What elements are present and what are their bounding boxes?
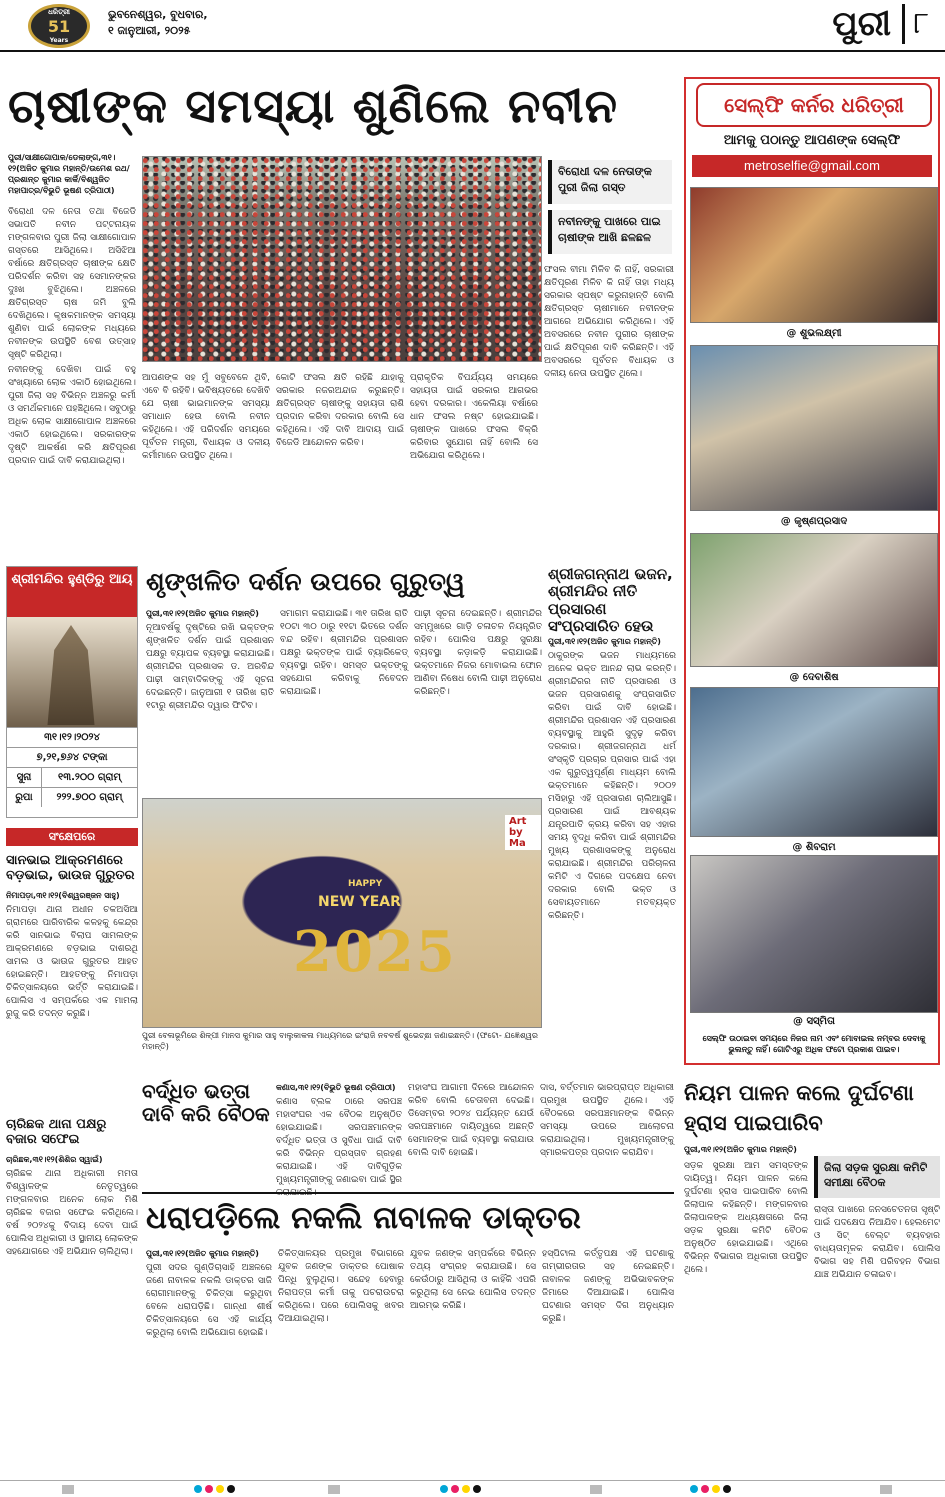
selfie-email[interactable]: metroselfie@gmail.com <box>692 155 932 177</box>
sand-year-text: 2025 <box>293 919 457 985</box>
selfie-label-2: @ କୃଷ୍ଣପ୍ରସାଦ <box>780 516 848 527</box>
gold-value: ୧୩.୨୦୦ ଗ୍ରାମ୍ <box>41 768 137 787</box>
lead-col-3: କୋଟି ଫସଲ କ୍ଷତି ରହିଛି ଯାହାକୁ ସରକାର ନଜରଅନ୍ଦାଜ କରୁଛନ୍ତି। କ୍ଷତିଗ୍ରସ୍ତ ଚାଷୀଙ୍କୁ ସହାୟତା ରାଶି ପ୍ରଦାନ କରିବା ଦରକାର ବୋଲି ସେ କହିଥିଲେ। ଏହି ଦାବି ଆଦାୟ ପାଇଁ ବିଜେଡି ଆନ୍ଦୋଳନ କରିବ। <box>276 373 404 448</box>
bhajan-headline: ଶ୍ରୀଜଗନ୍ନାଥ ଭଜନ, ଶ୍ରୀମନ୍ଦିର ନୀତି ପ୍ରସାରଣ ସଂପ୍ରସାରିତ ହେଉ <box>548 565 673 635</box>
selfie-label-3: @ ଦେବାଶିଷ <box>789 672 839 683</box>
silver-value: ୨୨୨.୭୦୦ ଗ୍ରାମ୍ <box>41 788 137 807</box>
niyam-headline: ନିୟମ ପାଳନ କଲେ ଦୁର୍ଘଟଣା ହ୍ରାସ ପାଇପାରିବ <box>684 1081 914 1135</box>
darshan-headline: ଶୃଙ୍ଖଳିତ ଦର୍ଶନ ଉପରେ ଗୁରୁତ୍ୱ <box>146 567 465 596</box>
bhajan-text: ଠାକୁରଙ୍କ ଭଜନ ମାଧ୍ୟମରେ ଅନେକ ଭକ୍ତ ଆନନ୍ଦ ଲାଭ କରନ୍ତି। ଶ୍ରୀମନ୍ଦିରର ନୀତି ପ୍ରସାରଣ ଓ ଭଜନ ପ୍ରସାରଣକୁ ସଂପ୍ରସାରିତ କରିବା ପାଇଁ ଦାବି ହୋଇଛି। ଶ୍ରୀମନ୍ଦିର ପ୍ରଶାସନ ଏହି ପ୍ରସାରଣ ବ୍ୟବସ୍ଥାକୁ ଆହୁରି ସୁଦୃଢ଼ କରିବା ଦରକାର। ଶ୍ରୀଜଗନ୍ନାଥ ଧର୍ମ ସଂସ୍କୃତି ପ୍ରଚାର ପ୍ରସାର ପାଇଁ ଏହା ଏକ ଗୁରୁତ୍ୱପୂର୍ଣ୍ଣ ମାଧ୍ୟମ ବୋଲି ଭକ୍ତମାନେ କହିଛନ୍ତି। ୨୦୦୨ ମସିହାରୁ ଏହି ପ୍ରସାରଣ ଚାଲିଆସୁଛି। ପ୍ରସାରଣ ପାଇଁ ଆବଶ୍ୟକ ଯନ୍ତ୍ରପାତି କ୍ରୟ କରିବା ସହ ଏହାର ସମୟ ବୃଦ୍ଧି କରିବା ପାଇଁ ଶ୍ରୀମନ୍ଦିର ମୁଖ୍ୟ ପ୍ରଶାସକଙ୍କୁ ଅନୁରୋଧ କରାଯାଇଛି। ଶ୍ରୀମନ୍ଦିର ପରିଚାଳନା କମିଟି ଏ ଦିଗରେ ପଦକ୍ଷେପ ନେବା ଦରକାର ବୋଲି ଭକ୍ତ ଓ ସେବାୟତମାନେ ମତବ୍ୟକ୍ତ କରିଛନ୍ତି। <box>548 651 676 921</box>
sand-happy-text: HAPPY <box>348 879 383 889</box>
niyam-box: ଜିଲା ସଡ଼କ ସୁରକ୍ଷା କମିଟି ସମୀକ୍ଷା ବୈଠକ <box>814 1156 940 1198</box>
mandir-date-value: ୩୧।୧୨।୨୦୨୪ <box>44 732 100 743</box>
dakhtar-headline: ଧରାପଡ଼ିଲେ ନକଲି ନାବାଳକ ଡାକ୍ତର <box>146 1200 581 1236</box>
niyam-byline: ପୁରୀ,୩୧।୧୨(ଅଜିତ କୁମାର ମହାନ୍ତି) <box>684 1145 797 1154</box>
dakhtar-col-4: ହସ୍ପିଟାଲ କର୍ତ୍ତୃପକ୍ଷ ଏହି ଘଟଣାକୁ ଗମ୍ଭୀରତାର ସହ ନେଇଛନ୍ତି। ନାବାଳକ ଜଣଙ୍କୁ ଅଭିଭାବକଙ୍କ ଜିମାରେ ଦିଆଯାଇଛି। ପୋଲିସ ଘଟଣାର ସମସ୍ତ ଦିଗ ଅନୁଧ୍ୟାନ କରୁଛି। <box>542 1249 674 1324</box>
lead-col-5: ଫସଲ ବୀମା ମିଳିବ କି ନାହିଁ, ସରକାରୀ କ୍ଷତିପୂରଣ ମିଳିବ କି ନାହିଁ ତାହା ମଧ୍ୟ ସରକାର ସ୍ପଷ୍ଟ କରୁନାହାନ୍ତି ବୋଲି କ୍ଷତିଗ୍ରସ୍ତ ଚାଷୀମାନେ ନବୀନଙ୍କ ଆଗରେ ଅଭିଯୋଗ କରିଥିଲେ। ଏହି ଅବସରରେ ନବୀନ ପୁରୀର ଚାଷୀଙ୍କ ପାଇଁ କ୍ଷତିପୂରଣ ଦାବି କରିଛନ୍ତି। ଏହି ଅବସରରେ ପୂର୍ବତନ ବିଧାୟକ ଓ ଦଳୀୟ ନେତା ଉପସ୍ଥିତ ଥିଲେ। <box>544 265 674 379</box>
bhajan-byline: ପୁରୀ,୩୧।୧୨(ଅଜିତ କୁମାର ମହାନ୍ତି) <box>548 637 661 646</box>
art-by-sign: Art by Ma <box>505 815 541 850</box>
cmyk-mark-2 <box>440 1485 481 1493</box>
selfie-label-5: @ ସସ୍ମିତା <box>793 1016 835 1027</box>
lead-headline: ଚାଷୀଙ୍କ ସମସ୍ୟା ଶୁଣିଲେ ନବୀନ <box>8 79 619 134</box>
lead-caption-2: ନବୀନଙ୍କୁ ପାଖରେ ପାଇ ଚାଷୀଙ୍କ ଆଖି ଛଳଛଳ <box>548 210 672 254</box>
gray-mark-4 <box>880 1485 892 1494</box>
lead-col-1 <box>8 206 136 558</box>
sankhepe-label: ସଂକ୍ଷେପରେ <box>6 828 138 846</box>
section-name: ପୁରୀ <box>832 4 891 44</box>
darshan-byline: ପୁରୀ,୩୧।୧୨(ଅଜିତ କୁମାର ମହାନ୍ତି) <box>146 609 259 618</box>
lead-col-1-para: ବିରୋଧୀ ଦଳ ନେତା ତଥା ବିଜେଡି ସଭାପତି ନବୀନ ପଟ୍ଟନାୟକ ମଙ୍ଗଳବାର ପୁରୀ ଜିଲା ସାକ୍ଷୀଗୋପାଳ ଗସ୍ତରେ ଆସିଥିଲେ। ଅସିଝିଆ ବର୍ଷାରେ କ୍ଷତିଗ୍ରସ୍ତ ଚାଷୀଙ୍କ କ୍ଷେତି ପରିଦର୍ଶନ କରିବା ସହ ସେମାନଙ୍କର ଦୁଃଖ ବୁଝିଥିଲେ। ଅଞ୍ଚଳରେ କ୍ଷତିଗ୍ରସ୍ତ ଚାଷ ଜମି ବୁଲି ଦେଖିଥିଲେ। କୃଷକମାନଙ୍କ ସମସ୍ୟା ଶୁଣିବା ପାଇଁ ଲୋକଙ୍କ ମଧ୍ୟରେ ନବୀନଙ୍କ ଉପସ୍ଥିତି ବେଶ ଉତ୍ସାହ ସୃଷ୍ଟି କରିଥିଲା। <box>8 207 136 360</box>
darshan-col-2: ସମାଗମ କରାଯାଇଛି। ୩୧ ତାରିଖ ରାତି ୧୦ଟା ୩୦ ଠାରୁ ୧୧ଟା ଭିତରେ ଦର୍ଶନ ବନ୍ଦ ରହିବ। ଶ୍ରୀମନ୍ଦିର ପ୍ରଶାସନ ପକ୍ଷରୁ ଭକ୍ତଙ୍କ ପାଇଁ ବ୍ୟାରିକେଡ୍ ବ୍ୟବସ୍ଥା ରହିବ। ସମସ୍ତ ଭକ୍ତଙ୍କୁ ସହଯୋଗ କରିବାକୁ ନିବେଦନ କରାଯାଇଛି। <box>280 609 408 697</box>
brief-1-text: ନିମାପଡ଼ା ଥାନା ଅଧୀନ ଚକଅସିଆ ଗ୍ରାମରେ ପାରିବାରିକ କଳହକୁ କେନ୍ଦ୍ର କରି ସାନଭାଇ ବିଲାପ ସାମଲଙ୍କ ଆକ୍ରମଣରେ ବଡ଼ଭାଇ ଦାଶରଥି ସାମଲ ଓ ଭାଉଜ ଗୁରୁତର ଆହତ ହୋଇଛନ୍ତି। ଆହତଙ୍କୁ ନିମାପଡ଼ା ଚିକିତ୍ସାଳୟରେ ଭର୍ତ୍ତି କରାଯାଇଛି। ପୋଲିସ ଏ ସମ୍ପର୍କରେ ଏକ ମାମଲା ରୁଜୁ କରି ତଦନ୍ତ କରୁଛି। <box>6 905 138 1019</box>
lead-caption-1: ବିରୋଧୀ ଦଳ ନେତାଙ୍କ ପୁରୀ ଜିଲା ଗସ୍ତ <box>548 160 672 204</box>
selfie-tagline: ଆମକୁ ପଠାନ୍ତୁ ଆପଣଙ୍କ ସେଲ୍ଫି <box>723 133 901 148</box>
cmyk-mark-3 <box>690 1485 731 1493</box>
selfie-corner-logo: ସେଲ୍ଫି କର୍ନର ଧରିତ୍ରୀ <box>696 83 932 127</box>
niyam-text-1: ସଡ଼କ ସୁରକ୍ଷା ଆମ ସମସ୍ତଙ୍କ ଦାୟିତ୍ୱ। ନିୟମ ପାଳନ କଲେ ଦୁର୍ଘଟଣା ହ୍ରାସ ପାଇପାରିବ ବୋଲି ଜିଲାପାଳ କହିଛନ୍ତି। ମଙ୍ଗଳବାର ଜିଲାପାଳଙ୍କ ଅଧ୍ୟକ୍ଷତାରେ ଜିଲା ସଡ଼କ ସୁରକ୍ଷା କମିଟି ବୈଠକ ଅନୁଷ୍ଠିତ ହୋଇଯାଇଛି। ଏଥିରେ ବିଭିନ୍ନ ବିଭାଗର ଅଧିକାରୀ ଉପସ୍ଥିତ ଥିଲେ। <box>684 1161 808 1275</box>
mandir-cash <box>7 747 137 767</box>
mandir-gold <box>7 767 137 787</box>
rule-dakhtar <box>142 1192 674 1194</box>
dateline <box>108 7 208 39</box>
selfie-photo-5 <box>690 855 938 1013</box>
dateline-place: ଭୁବନେଶ୍ୱର, ବୁଧବାର, <box>108 8 208 21</box>
mandir-hundi-box <box>6 566 138 818</box>
cmyk-mark-1 <box>194 1485 235 1493</box>
page-number: ୮ <box>902 4 929 44</box>
lead-col-4: ପ୍ରାକୃତିକ ବିପର୍ଯ୍ୟୟ ସମୟରେ ସହାୟତା ପାଇଁ ସରକାର ଆଗଭର ହେବା ଦରକାର। ଏକେଲିୟା ବର୍ଷାରେ ଧାନ ଫସଲ ନଷ୍ଟ ହୋଇଯାଇଛି। ଚାଷୀଙ୍କ ପାଖରେ ଫସଲ ବିକ୍ରି କରିବାର ସୁଯୋଗ ନାହିଁ ବୋଲି ସେ ଅଭିଯୋଗ କରିଥିଲେ। <box>410 373 538 461</box>
mandir-cash-value: ୭,୨୧,୭୬୪ ଟଙ୍କା <box>36 752 108 763</box>
bhada-byline: କଣାସ,୩୧।୧୨(ବିଭୁତି ଭୂଷଣ ତ୍ରିପାଠୀ) <box>276 1083 396 1092</box>
dakhtar-col-1: ପୁରୀ ସଦର ଗୁଣ୍ଡିଚାସାହି ଅଞ୍ଚଳରେ ଜଣେ ନାବାଳକ ନକଲି ଡାକ୍ତର ସାଜି ରୋଗୀମାନଙ୍କୁ ଚିକିତ୍ସା କରୁଥିବା ବେଳେ ଧରାପଡ଼ିଛି। ଗାନ୍ଧୀ ଶୀର୍ଷ ଚିକିତ୍ସାଳୟରେ ସେ ଏହି କାର୍ଯ୍ୟ କରୁଥିଲା ବୋଲି ଅଭିଯୋଗ ହୋଇଛି। <box>146 1263 272 1338</box>
bhada-headline: ବର୍ଦ୍ଧିତ ଭତ୍ତା ଦାବି କରି ବୈଠକ <box>142 1079 270 1126</box>
masthead <box>0 0 945 52</box>
silver-label: ରୁପା <box>15 792 33 803</box>
emblem-sub: Years <box>49 37 69 44</box>
temple-image <box>7 617 137 727</box>
brief-2-headline: ଚାରିଛକ ଥାନା ପକ୍ଷରୁ ବଜାର ସଫେଇ <box>6 1117 107 1147</box>
dateline-date: ୧ ଜାନୁଆରୀ, ୨୦୨୫ <box>108 24 191 37</box>
selfie-banner <box>686 79 938 181</box>
selfie-label-4: @ ଶିବରାମ <box>792 842 836 853</box>
sand-new-year-text: NEW YEAR <box>318 894 401 910</box>
emblem-title: ଧରିତ୍ରୀ <box>48 8 70 16</box>
bhada-text-2: ମହାସଂଘ ଆଗାମୀ ଦିନରେ ଆନ୍ଦୋଳନ କରିବ ବୋଲି ଚେତାବନୀ ଦେଇଛି। ଡିସେମ୍ବର ୨୦୨୪ ପର୍ଯ୍ୟନ୍ତ ଯେଉଁ ସରପଞ୍ଚମାନେ ଦାୟିତ୍ୱରେ ଅଛନ୍ତି ସେମାନଙ୍କ ପାଇଁ ବ୍ୟବସ୍ଥା କରାଯାଉ ବୋଲି ଦାବି ହୋଇଛି। <box>408 1083 534 1158</box>
gray-mark-3 <box>590 1485 602 1494</box>
selfie-photo-2 <box>690 345 938 511</box>
sand-art-caption: ପୁରୀ ବେଳାଭୂମିରେ ଶିଳ୍ପୀ ମାନସ କୁମାର ସାହୁ ବାଲୁକାକଳା ମାଧ୍ୟମରେ ଇଂରାଜି ନବବର୍ଷ ଶୁଭେଚ୍ଛା ଜଣାଇଛନ୍ତି। (ଫଟୋ- ଯଜ୍ଞେଶ୍ୱର ମହାନ୍ତି) <box>142 1031 538 1051</box>
brief-1-headline: ସାନଭାଇ ଆକ୍ରମଣରେ ବଡ଼ଭାଇ, ଭାଉଜ ଗୁରୁତର <box>6 853 135 883</box>
lead-photo-crowd <box>142 156 542 362</box>
lead-col-1-para-2: ନବୀନଙ୍କୁ ଦେଖିବା ପାଇଁ ବହୁ ସଂଖ୍ୟାରେ ଲୋକ ଏକାଠି ହୋଇଥିଲେ। ପୁରୀ ଜିଲା ସହ ବିଭିନ୍ନ ଅଞ୍ଚଳରୁ କର୍ମୀ ଓ ସମର୍ଥକମାନେ ପହଞ୍ଚିଥିଲେ। ସବୁଠାରୁ ଅଧିକ ଲୋକ ସାକ୍ଷୀଗୋପାଳ ଅଞ୍ଚଳରେ ଏକାଠି ହୋଇଥିଲେ। ସରକାରଙ୍କ ଦୃଷ୍ଟି ଆକର୍ଷଣ କରି କ୍ଷତିପୂରଣ ପ୍ରଦାନ ପାଇଁ ଦାବି କରାଯାଇଥିଲା। <box>8 365 136 466</box>
sand-art-photo <box>142 798 542 1028</box>
dakhtar-col-3: ଯୁବକ ଜଣଙ୍କ ସମ୍ପର୍କରେ ବିଭିନ୍ନ ତଥ୍ୟ ସଂଗ୍ରହ କରାଯାଉଛି। ସେ କେଉଁଠାରୁ ଆସିଥିଲା ଓ କାହିଁକି ଏପରି କରୁଥିଲା ସେ ନେଇ ପୋଲିସ ତଦନ୍ତ ଆରମ୍ଭ କରିଛି। <box>410 1249 536 1311</box>
mandir-silver <box>7 787 137 807</box>
lead-col-2: ଆପଣଙ୍କ ସହ ମୁଁ ସବୁବେଳେ ଥିବି, ଏବେ ବି ରହିବି। ଭବିଷ୍ୟତରେ ଦେଖିବି ଯେ ଚାଷୀ ଭାଇମାନଙ୍କ ସମସ୍ୟା ସମାଧାନ ହେଉ ବୋଲି ନବୀନ କହିଥିଲେ। ଏହି ପରିଦର୍ଶନ ସମୟରେ ପୂର୍ବତନ ମନ୍ତ୍ରୀ, ବିଧାୟକ ଓ ଦଳୀୟ କର୍ମୀମାନେ ଉପସ୍ଥିତ ଥିଲେ। <box>142 373 270 461</box>
mandir-date <box>7 727 137 747</box>
selfie-photo-1 <box>690 187 938 323</box>
brief-1-byline: ନିମାପଡ଼ା,୩୧।୧୨(ବିଶ୍ୱରଞ୍ଜନ ସାହୁ) <box>6 891 120 900</box>
brief-2-byline: ଚାରିଛକ,୩୧।୧୨(ଶିଶିର ସ୍ୱାଇଁ) <box>6 1155 103 1164</box>
bhada-text-1: କଣାସ ବ୍ଲକ ଠାରେ ସରପଞ୍ଚ ମହାସଂଘର ଏକ ବୈଠକ ଅନୁଷ୍ଠିତ ହୋଇଯାଇଛି। ସରପଞ୍ଚମାନଙ୍କ ବର୍ଦ୍ଧିତ ଭତ୍ତା ଓ ସୁବିଧା ପାଇଁ ଦାବି କରି ବିଭିନ୍ନ ପ୍ରସ୍ତାବ ଗ୍ରହଣ କରାଯାଇଛି। ଏହି ଦାବିଗୁଡ଼ିକ ମୁଖ୍ୟମନ୍ତ୍ରୀଙ୍କୁ ଜଣାଇବା ପାଇଁ ସ୍ଥିର <box>276 1097 402 1185</box>
bhada-text-3: ଦାସ, ବର୍ତ୍ତମାନ ଭାରପ୍ରାପ୍ତ ଅଧିକାରୀ ପ୍ରମୁଖ ଉପସ୍ଥିତ ଥିଲେ। ଏହି ବୈଠକରେ ସରପଞ୍ଚମାନଙ୍କ ବିଭିନ୍ନ ସମସ୍ୟା ଉପରେ ଆଲୋଚନା କରାଯାଇଥିଲା। ମୁଖ୍ୟମନ୍ତ୍ରୀଙ୍କୁ ସ୍ମାରକପତ୍ର ପ୍ରଦାନ କରାଯିବ। <box>540 1083 674 1158</box>
brief-2-text: ଚାରିଛକ ଥାନା ଅଧିକାରୀ ମମତା ବିଶ୍ୱାଳଙ୍କ ନେତୃତ୍ୱରେ ମଙ୍ଗଳବାର ଅନେକ ଲୋକ ମିଶି ଚାରିଛକ ବଜାର ସଫେଇ କରିଥିଲେ। ବର୍ଷ ୨୦୨୪କୁ ବିଦାୟ ଦେବା ପାଇଁ ପୋଲିସ ଅଧିକାରୀ ଓ ସ୍ଥାନୀୟ ଲୋକଙ୍କ ସହଯୋଗରେ ଏହି ଅଭିଯାନ ଚାଲିଥିଲା। <box>6 1169 138 1257</box>
dakhtar-col-2: ଚିକିତ୍ସାଳୟର ପ୍ରମୁଖ ବିଭାଗରେ ଯୁବକ ଜଣଙ୍କ ଡାକ୍ତର ପୋଷାକ ପିନ୍ଧି ବୁଲୁଥିଲା। ସନ୍ଦେହ ହେବାରୁ ନିରାପତ୍ତା କର୍ମୀ ତାକୁ ପଚରାଉଚରା କରିଥିଲେ। ପରେ ପୋଲିସକୁ ଖବର ଦିଆଯାଇଥିଲା। <box>278 1249 404 1324</box>
gray-mark-2 <box>328 1485 340 1494</box>
selfie-photo-3 <box>690 533 938 667</box>
gray-mark-1 <box>62 1485 74 1494</box>
selfie-label-1: @ ଶୁଭଲକ୍ଷ୍ମୀ <box>786 328 842 339</box>
emblem-years: 51 <box>47 17 71 36</box>
darshan-col-1: ନୂଆବର୍ଷକୁ ଦୃଷ୍ଟିରେ ରଖି ଭକ୍ତଙ୍କ ଶୃଙ୍ଖଳିତ ଦର୍ଶନ ପାଇଁ ପ୍ରଶାସନ ପକ୍ଷରୁ ବ୍ୟାପକ ବ୍ୟବସ୍ଥା କରାଯାଇଛି। ଶ୍ରୀମନ୍ଦିର ପ୍ରଶାସକ ଡ. ଅରବିନ୍ଦ ପାଢ଼ୀ ସାମ୍ବାଦିକଙ୍କୁ ଏହି ସୂଚନା ଦେଇଛନ୍ତି। ଜାନୁଆରୀ ୧ ତାରିଖ ରାତି ୧ଟାରୁ ଶ୍ରୀମନ୍ଦିର ଦ୍ୱାର ଫିଟିବ। <box>146 623 274 711</box>
lead-byline: ପୁରୀ/ସାକ୍ଷୀଗୋପାଳ/ଡେଲାଙ୍ଗ,୩୧।୧୨(ଅଜିତ କୁମାର ମହାନ୍ତି/ଉମେଶ ରଥ/ପ୍ରଶାନ୍ତ କୁମାର କାର୍କି/ବିଶ୍ୱଜିତ ମହାପାତ୍ର/ବିଭୁତି ଭୂଷଣ ତ୍ରିପାଠୀ) <box>8 153 130 195</box>
anniversary-emblem <box>28 4 90 48</box>
darshan-col-3: ପାଢ଼ୀ ସୂଚନା ଦେଇଛନ୍ତି। ଶ୍ରୀମନ୍ଦିର ସମ୍ମୁଖରେ ଗାଡ଼ି ଚଳାଚଳ ନିୟନ୍ତ୍ରିତ ରହିବ। ପୋଲିସ ପକ୍ଷରୁ ସୁରକ୍ଷା ବ୍ୟବସ୍ଥା କଡ଼ାକଡ଼ି କରାଯାଇଛି। ଭକ୍ତମାନେ ନିଜର ମୋବାଇଲ ଫୋନ ଆଣିବା ନିଷେଧ ବୋଲି ପାଢ଼ୀ ଅନୁରୋଧ କରିଛନ୍ତି। <box>414 609 542 697</box>
niyam-text-2: ରାସ୍ତା ପାଖରେ ଜନସଚେତନତା ସୃଷ୍ଟି ପାଇଁ ପଦକ୍ଷେପ ନିଆଯିବ। ହେଲମେଟ ଓ ସିଟ୍ ବେଲ୍ଟ ବ୍ୟବହାର ବାଧ୍ୟତାମୂଳକ କରାଯିବ। ପୋଲିସ ବିଭାଗ ସହ ମିଶି ପରିବହନ ବିଭାଗ ଯାଞ୍ଚ ଅଭିଯାନ ଚଳାଇବ। <box>814 1205 940 1280</box>
selfie-column <box>684 77 940 1065</box>
dakhtar-byline: ପୁରୀ,୩୧।୧୨(ଅଜିତ କୁମାର ମହାନ୍ତି) <box>146 1249 259 1258</box>
selfie-photo-4 <box>690 687 938 837</box>
selfie-note: ସେଲ୍ଫି ଉଠାଇବା ସମୟରେ ନିଜର ନାମ ଏବଂ ମୋବାଇଲ ନମ୍ବର ଦେବାକୁ ଭୁଲନ୍ତୁ ନାହିଁ। ଗୋଟିଏରୁ ଅଧିକ ଫଟୋ ପ୍ରକାଶ ପାଇବ। <box>702 1034 926 1054</box>
print-footer <box>0 1480 945 1497</box>
mandir-box-title: ଶ୍ରୀମନ୍ଦିର ହୁଣ୍ଡିରୁ ଆୟ <box>7 567 137 617</box>
gold-label: ସୁନା <box>16 772 32 783</box>
